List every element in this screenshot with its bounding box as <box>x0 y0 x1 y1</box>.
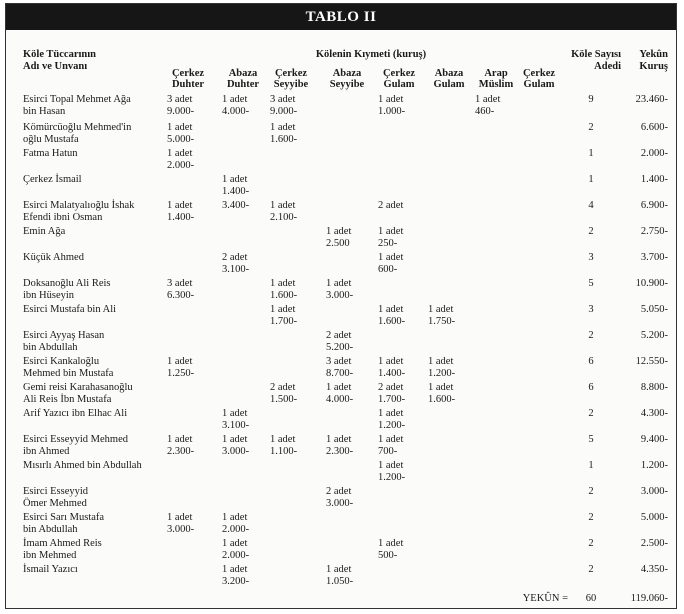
trader-name: Esirci Ayyaş Hasan <box>23 330 105 341</box>
column-header-line2: Müslim <box>478 79 514 90</box>
value-cell: 1 adet <box>270 434 296 445</box>
total-kurus: 5.200- <box>640 330 668 341</box>
trader-name: Gemi reisi Karahasanoğlu <box>23 382 133 393</box>
column-header-line1: Abaza <box>434 68 464 79</box>
header-name-line2: Adı ve Unvanı <box>23 61 88 72</box>
trader-name: Efendi ibni Osman <box>23 212 103 223</box>
header-value-group: Kölenin Kıymeti (kuruş) <box>315 49 427 60</box>
value-cell: 2 adet <box>222 252 248 263</box>
value-cell: 2.000- <box>222 550 250 561</box>
value-cell: 2.500 <box>326 238 350 249</box>
value-cell: 1.600- <box>428 394 456 405</box>
column-header-line2: Duhter <box>171 79 205 90</box>
column-header-line1: Abaza <box>228 68 258 79</box>
trader-name: Kömürcüoğlu Mehmed'in <box>23 122 132 133</box>
column-header-line1: Çerkez <box>382 68 416 79</box>
value-cell: 5.200- <box>326 342 354 353</box>
total-kurus: 6.600- <box>640 122 668 133</box>
value-cell: 1 adet <box>475 94 501 105</box>
total-kurus: 1.400- <box>640 174 668 185</box>
trader-name: Doksanoğlu Ali Reis <box>23 278 111 289</box>
value-cell: 1 adet <box>167 148 193 159</box>
header-name-line1: Köle Tüccarının <box>23 49 97 60</box>
value-cell: 3.000- <box>167 524 195 535</box>
value-cell: 9.000- <box>270 106 298 117</box>
value-cell: 1 adet <box>378 304 404 315</box>
value-cell: 2 adet <box>326 330 352 341</box>
value-cell: 1 adet <box>167 512 193 523</box>
value-cell: 1.600- <box>270 134 298 145</box>
value-cell: 3 adet <box>270 94 296 105</box>
value-cell: 1 adet <box>270 304 296 315</box>
column-header-line1: Çerkez <box>171 68 205 79</box>
slave-count: 1 <box>588 174 594 185</box>
value-cell: 1.700- <box>378 394 406 405</box>
trader-name: Esirci Kankaloğlu <box>23 356 100 367</box>
value-cell: 3.000- <box>326 498 354 509</box>
value-cell: 1.400- <box>378 368 406 379</box>
value-cell: 1.500- <box>270 394 298 405</box>
total-kurus: 12.550- <box>635 356 668 367</box>
slave-count: 2 <box>588 122 594 133</box>
slave-count: 6 <box>588 382 594 393</box>
trader-name: bin Abdullah <box>23 342 78 353</box>
value-cell: 3.000- <box>222 446 250 457</box>
value-cell: 1 adet <box>222 564 248 575</box>
trader-name: Mehmed bin Mustafa <box>23 368 114 379</box>
value-cell: 5.000- <box>167 134 195 145</box>
column-header-line2: Seyyibe <box>329 79 365 90</box>
slave-count: 3 <box>588 304 594 315</box>
slave-count: 2 <box>588 330 594 341</box>
slave-count: 1 <box>588 460 594 471</box>
table-title: TABLO II <box>6 4 676 30</box>
value-cell: 1 adet <box>167 122 193 133</box>
total-kurus: 2.750- <box>640 226 668 237</box>
value-cell: 4.000- <box>222 106 250 117</box>
value-cell: 2.000- <box>167 160 195 171</box>
table-frame <box>5 3 677 609</box>
trader-name: Emin Ağa <box>23 226 66 237</box>
value-cell: 2 adet <box>270 382 296 393</box>
header-count-line2: Adedi <box>594 61 621 72</box>
trader-name: Esirci Esseyyid Mehmed <box>23 434 128 445</box>
value-cell: 1 adet <box>167 200 193 211</box>
value-cell: 1.750- <box>428 316 456 327</box>
total-kurus: 8.800- <box>640 382 668 393</box>
value-cell: 1 adet <box>428 304 454 315</box>
slave-count: 2 <box>588 408 594 419</box>
footer-count: 60 <box>585 593 597 604</box>
trader-name: ibn Hüseyin <box>23 290 75 301</box>
value-cell: 1.600- <box>270 290 298 301</box>
trader-name: Esirci Sarı Mustafa <box>23 512 105 523</box>
column-header-line2: Gulam <box>523 79 555 90</box>
column-header-line2: Duhter <box>226 79 260 90</box>
value-cell: 1 adet <box>270 122 296 133</box>
table-body <box>6 4 676 608</box>
value-cell: 1.400- <box>167 212 195 223</box>
value-cell: 1.000- <box>378 106 406 117</box>
value-cell: 1 adet <box>378 434 404 445</box>
total-kurus: 4.350- <box>640 564 668 575</box>
column-header-line1: Çerkez <box>522 68 556 79</box>
total-kurus: 5.000- <box>640 512 668 523</box>
trader-name: Fatma Hatun <box>23 148 78 159</box>
slave-count: 2 <box>588 512 594 523</box>
slave-count: 9 <box>588 94 594 105</box>
total-kurus: 2.000- <box>640 148 668 159</box>
column-header-line1: Abaza <box>332 68 362 79</box>
trader-name: Arif Yazıcı ibn Elhac Ali <box>23 408 128 419</box>
value-cell: 9.000- <box>167 106 195 117</box>
value-cell: 3 adet <box>326 356 352 367</box>
value-cell: 3 adet <box>167 94 193 105</box>
trader-name: bin Abdullah <box>23 524 78 535</box>
slave-count: 3 <box>588 252 594 263</box>
total-kurus: 9.400- <box>640 434 668 445</box>
value-cell: 3.100- <box>222 264 250 275</box>
value-cell: 1 adet <box>428 382 454 393</box>
value-cell: 1 adet <box>326 434 352 445</box>
total-kurus: 10.900- <box>635 278 668 289</box>
trader-name: İmam Ahmed Reis <box>23 538 102 549</box>
trader-name: bin Hasan <box>23 106 66 117</box>
value-cell: 1.050- <box>326 576 354 587</box>
trader-name: Çerkez İsmail <box>23 174 82 185</box>
value-cell: 1 adet <box>222 174 248 185</box>
total-kurus: 6.900- <box>640 200 668 211</box>
trader-name: İsmail Yazıcı <box>23 564 78 575</box>
value-cell: 1 adet <box>167 434 193 445</box>
value-cell: 1 adet <box>378 408 404 419</box>
slave-count: 4 <box>588 200 594 211</box>
slave-count: 2 <box>588 486 594 497</box>
trader-name: ibn Ahmed <box>23 446 70 457</box>
value-cell: 3 adet <box>167 278 193 289</box>
value-cell: 1 adet <box>222 538 248 549</box>
value-cell: 2 adet <box>378 382 404 393</box>
value-cell: 1.200- <box>378 472 406 483</box>
value-cell: 6.300- <box>167 290 195 301</box>
value-cell: 1 adet <box>167 356 193 367</box>
value-cell: 1 adet <box>378 356 404 367</box>
value-cell: 3.400- <box>222 200 250 211</box>
slave-count: 5 <box>588 434 594 445</box>
value-cell: 1 adet <box>326 382 352 393</box>
slave-count: 1 <box>588 148 594 159</box>
value-cell: 2.300- <box>326 446 354 457</box>
value-cell: 1 adet <box>378 538 404 549</box>
value-cell: 1 adet <box>378 252 404 263</box>
total-kurus: 4.300- <box>640 408 668 419</box>
total-kurus: 3.000- <box>640 486 668 497</box>
trader-name: Esirci Mustafa bin Ali <box>23 304 117 315</box>
column-header-line2: Seyyibe <box>273 79 309 90</box>
value-cell: 1.250- <box>167 368 195 379</box>
footer-total: 119.060- <box>630 593 668 604</box>
value-cell: 1 adet <box>222 434 248 445</box>
value-cell: 1.100- <box>270 446 298 457</box>
value-cell: 1 adet <box>270 200 296 211</box>
total-kurus: 5.050- <box>640 304 668 315</box>
value-cell: 2.000- <box>222 524 250 535</box>
value-cell: 1 adet <box>428 356 454 367</box>
header-total-line1: Yekûn <box>639 49 668 60</box>
column-header-line1: Çerkez <box>274 68 308 79</box>
trader-name: oğlu Mustafa <box>23 134 79 145</box>
trader-name: ibn Mehmed <box>23 550 77 561</box>
value-cell: 3.100- <box>222 420 250 431</box>
value-cell: 3.000- <box>326 290 354 301</box>
value-cell: 250- <box>378 238 398 249</box>
value-cell: 1 adet <box>326 278 352 289</box>
total-kurus: 2.500- <box>640 538 668 549</box>
value-cell: 2.300- <box>167 446 195 457</box>
value-cell: 1 adet <box>222 408 248 419</box>
value-cell: 700- <box>378 446 398 457</box>
slave-count: 2 <box>588 226 594 237</box>
total-kurus: 23.460- <box>635 94 668 105</box>
trader-name: Esirci Topal Mehmet Ağa <box>23 94 131 105</box>
trader-name: Esirci Malatyalıoğlu İshak <box>23 200 135 211</box>
trader-name: Küçük Ahmed <box>23 252 84 263</box>
value-cell: 1 adet <box>222 94 248 105</box>
slave-count: 5 <box>588 278 594 289</box>
value-cell: 1 adet <box>326 564 352 575</box>
value-cell: 1.200- <box>378 420 406 431</box>
value-cell: 2.100- <box>270 212 298 223</box>
value-cell: 1 adet <box>222 512 248 523</box>
total-kurus: 3.700- <box>640 252 668 263</box>
value-cell: 1 adet <box>378 460 404 471</box>
trader-name: Mısırlı Ahmed bin Abdullah <box>23 460 142 471</box>
value-cell: 1 adet <box>270 278 296 289</box>
value-cell: 3.200- <box>222 576 250 587</box>
trader-name: Esirci Esseyyid <box>23 486 89 497</box>
value-cell: 1 adet <box>326 226 352 237</box>
value-cell: 2 adet <box>326 486 352 497</box>
value-cell: 8.700- <box>326 368 354 379</box>
slave-count: 2 <box>588 564 594 575</box>
value-cell: 1.600- <box>378 316 406 327</box>
column-header-line2: Gulam <box>433 79 465 90</box>
slave-count: 6 <box>588 356 594 367</box>
value-cell: 1.200- <box>428 368 456 379</box>
trader-name: Ömer Mehmed <box>23 498 87 509</box>
value-cell: 2 adet <box>378 200 404 211</box>
value-cell: 500- <box>378 550 398 561</box>
header-count-line1: Köle Sayısı <box>571 49 621 60</box>
column-header-line2: Gulam <box>383 79 415 90</box>
value-cell: 4.000- <box>326 394 354 405</box>
value-cell: 1 adet <box>378 94 404 105</box>
footer-label: YEKÛN = <box>522 593 568 604</box>
value-cell: 1.700- <box>270 316 298 327</box>
total-kurus: 1.200- <box>640 460 668 471</box>
value-cell: 460- <box>475 106 495 117</box>
value-cell: 600- <box>378 264 398 275</box>
header-total-line2: Kuruş <box>639 61 668 72</box>
value-cell: 1 adet <box>378 226 404 237</box>
slave-count: 2 <box>588 538 594 549</box>
trader-name: Ali Reis İbn Mustafa <box>23 394 112 405</box>
column-header-line1: Arap <box>484 68 508 79</box>
value-cell: 1.400- <box>222 186 250 197</box>
